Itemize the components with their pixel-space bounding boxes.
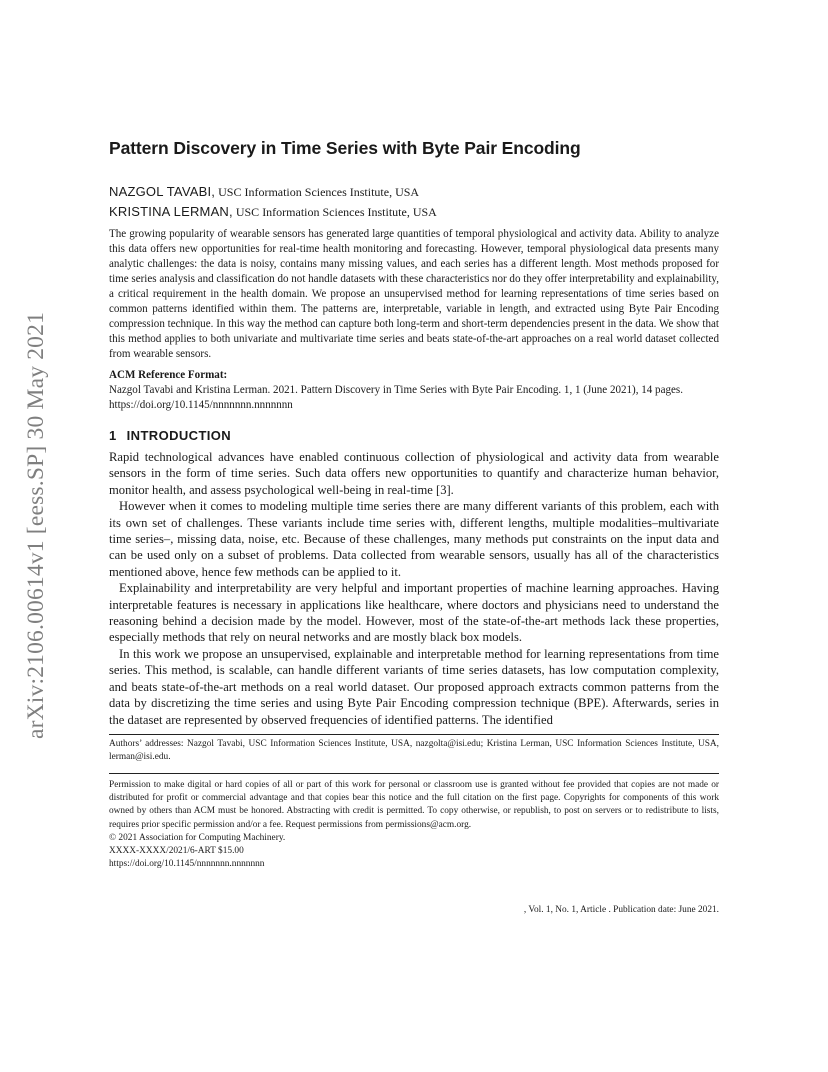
- arxiv-identifier-text: arXiv:2106.00614v1 [eess.SP] 30 May 2021: [23, 311, 50, 739]
- section-number: 1: [109, 428, 117, 443]
- permissions-notice: Permission to make digital or hard copies of all or part of this work for personal or classroom use is granted without fee provided that copies are not made or distributed for profit or commercial advantage and that copies bear this notice and the full citation on the first page. Copyrights for components of this work owned by others than ACM must be honored. Abstracting with credit is permitted. To copy otherwise, or republish, to post on servers or to redistribute to lists, requires prior specific permission and/or a fee. Request permissions from permissions@acm.org.: [109, 780, 719, 830]
- paper-title: Pattern Discovery in Time Series with Byte Pair Encoding: [109, 138, 581, 158]
- acm-reference: [109, 368, 719, 413]
- paragraph: Rapid technological advances have enabled continuous collection of physiological and activity data from wearable sensors in the form of time series. Such data offers new opportunities to quantify and characterize human behavior, monitor health, and assess psychological well-being in real-time [3].: [109, 450, 719, 497]
- introduction-body: [109, 449, 719, 728]
- paragraph: However when it comes to modeling multiple time series there are many different variants of this problem, each with its own set of challenges. These variants include time series with, different lengths, multiple modalities–multivariate time series–, missing data, noise, etc. Because of these challenges, many methods put constraints on the input data and can be used only on a subset of problems. Data collected from wearable sensors, usually has all of the characteristics mentioned above, hence few methods can be applied to it.: [109, 499, 719, 579]
- permissions-block: [109, 779, 719, 871]
- author-list: [109, 182, 719, 222]
- acm-reference-heading: ACM Reference Format:: [109, 369, 228, 381]
- paragraph: Explainability and interpretability are very helpful and important properties of machine learning approaches. Having interpretable features is necessary in applications like healthcare, where doctors and physicians need to understand the reasoning behind a decision made by the model. However, most of the state-of-the-art methods lack these properties, especially methods that rely on neural networks and are mostly black box models.: [109, 581, 719, 645]
- paragraph: In this work we propose an unsupervised, explainable and interpretable method for learning representations from time series. This method, is scalable, can handle different variants of time series datasets, has low computation complexity, and beats state-of-the-art methods on a real world dataset. Our proposed approach extracts common patterns from the data by discretizing the time series and using Byte Pair Encoding compression technique (BPE). Afterwards, series in the dataset are represented by observed frequencies of identified patterns. The identified: [109, 646, 719, 727]
- author-affiliation: USC Information Sciences Institute, USA: [232, 205, 437, 219]
- arxiv-identifier-stamp: [22, 275, 52, 775]
- authors-addresses: Authors’ addresses: Nazgol Tavabi, USC Information Sciences Institute, USA, nazgolta@isi.edu; Kristina Lerman, USC Information Sciences Institute, USA, lerman@isi.edu.: [109, 739, 719, 762]
- author-entry: [109, 202, 719, 222]
- page-footer: , Vol. 1, No. 1, Article . Publication date: June 2021.: [523, 905, 719, 915]
- abstract: The growing popularity of wearable sensors has generated large quantities of temporal physiological and activity data. Ability to analyze this data offers new opportunities for real-time health monitoring and forecasting. However, temporal physiological data presents many analytic challenges: the data is noisy, contains many missing values, and each series has a different length. Most methods proposed for time series analysis and classification do not handle datasets with these characteristics nor do they offer interpretability and explainability, a critical requirement in the health domain. We propose an unsupervised method for learning representations of time series based on common patterns identified within them. The patterns are, interpretable, variable in length, and extracted using Byte Pair Encoding compression technique. In this way the method can capture both long-term and short-term dependencies present in the data. We show that this method applies to both univariate and multivariate time series and beats state-of-the-art approaches on a real world dataset collected from wearable sensors.: [109, 228, 719, 360]
- doi-line: https://doi.org/10.1145/nnnnnnn.nnnnnnn: [109, 859, 265, 870]
- author-affiliation: USC Information Sciences Institute, USA: [215, 185, 420, 199]
- author-entry: [109, 182, 719, 202]
- copyright-line: © 2021 Association for Computing Machinery.: [109, 832, 286, 843]
- section-title: INTRODUCTION: [126, 428, 232, 443]
- author-name: KRISTINA LERMAN,: [109, 204, 233, 219]
- permissions-divider: [109, 773, 719, 774]
- footnote-divider: [109, 734, 719, 735]
- acm-reference-text: Nazgol Tavabi and Kristina Lerman. 2021. Pattern Discovery in Time Series with Byte Pair Encoding. 1, 1 (June 2021), 14 pages. https://doi.org/10.1145/nnnnnnn.nnnnnnn: [109, 384, 683, 411]
- issn-line: XXXX-XXXX/2021/6-ART $15.00: [109, 846, 244, 857]
- author-name: NAZGOL TAVABI,: [109, 184, 216, 199]
- section-heading-introduction: [109, 428, 719, 443]
